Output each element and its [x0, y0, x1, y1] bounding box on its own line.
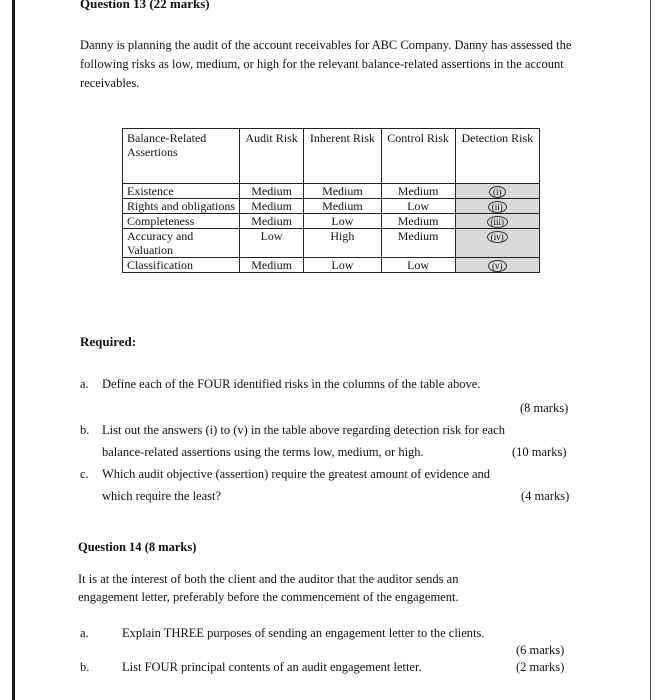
- audit-risk-cell: Low: [240, 229, 304, 258]
- item-marks: (10 marks): [512, 445, 567, 459]
- header-audit-risk: Audit Risk: [240, 129, 304, 184]
- control-risk-cell: Low: [381, 258, 455, 273]
- control-risk-cell: Medium: [381, 184, 455, 199]
- required-heading: Required:: [80, 334, 137, 349]
- header-inherent-risk: Inherent Risk: [304, 129, 381, 184]
- table-row: [123, 258, 540, 273]
- item-text: List FOUR principal contents of an audit engagement letter.: [122, 660, 422, 674]
- assertion-cell: Classification: [123, 258, 240, 273]
- item-marks: (6 marks): [516, 643, 565, 657]
- assertion-cell: Existence: [123, 184, 240, 199]
- question-13-intro: Danny is planning the audit of the account receivables for ABC Company. Danny has assessed the following risks as low, medium, or high for the relevant balance-related assertions in the account receivables.: [80, 38, 572, 90]
- detection-risk-cell: [455, 184, 539, 199]
- question-14-intro: engagement letter, preferably before the commencement of the engagement.: [78, 590, 459, 604]
- question-14-title: Question 14 (8 marks): [78, 540, 197, 554]
- control-risk-cell: Low: [381, 199, 455, 214]
- item-label: b.: [80, 660, 90, 674]
- detection-marker: (i): [489, 186, 506, 198]
- control-risk-cell: Medium: [381, 214, 455, 229]
- assertion-cell: Completeness: [123, 214, 240, 229]
- inherent-risk-cell: Medium: [304, 199, 381, 214]
- page-left-border: [12, 0, 15, 700]
- item-label: a.: [80, 377, 89, 391]
- header-control-risk: Control Risk: [381, 129, 455, 184]
- header-detection-risk: Detection Risk: [455, 129, 539, 184]
- detection-marker: (v): [488, 260, 507, 272]
- item-text: Which audit objective (assertion) require the greatest amount of evidence and: [102, 467, 491, 481]
- item-text: List out the answers (i) to (v) in the table above regarding detection risk for each: [102, 423, 505, 437]
- control-risk-cell: Medium: [381, 229, 455, 258]
- table-row: [123, 229, 540, 258]
- audit-risk-cell: Medium: [240, 184, 304, 199]
- inherent-risk-cell: Low: [304, 214, 381, 229]
- item-label: b.: [80, 423, 90, 437]
- inherent-risk-cell: Medium: [304, 184, 381, 199]
- item-text: Define each of the FOUR identified risks in the columns of the table above.: [102, 377, 481, 391]
- audit-risk-cell: Medium: [240, 214, 304, 229]
- assertion-cell: Rights and obligations: [123, 199, 240, 214]
- item-text: Explain THREE purposes of sending an engagement letter to the clients.: [122, 626, 485, 640]
- detection-marker: (iv): [487, 231, 508, 243]
- audit-risk-cell: Medium: [240, 199, 304, 214]
- item-text: balance-related assertions using the terms low, medium, or high.: [102, 445, 424, 459]
- detection-risk-cell: [455, 199, 539, 214]
- item-text: which require the least?: [102, 489, 222, 503]
- question-13-title: Question 13 (22 marks): [80, 0, 210, 11]
- item-marks: (4 marks): [521, 489, 570, 503]
- detection-marker: (ii): [488, 201, 507, 213]
- detection-risk-cell: [455, 258, 539, 273]
- item-marks: (2 marks): [516, 660, 565, 674]
- table-row: [123, 214, 540, 229]
- item-label: c.: [80, 467, 89, 481]
- assertion-cell: Accuracy and Valuation: [123, 229, 240, 258]
- inherent-risk-cell: High: [304, 229, 381, 258]
- header-assertions: Balance-Related Assertions: [123, 129, 240, 184]
- detection-marker: (iii): [487, 216, 509, 228]
- risk-table: [122, 128, 540, 273]
- inherent-risk-cell: Low: [304, 258, 381, 273]
- page-right-border: [650, 0, 651, 700]
- detection-risk-cell: [455, 229, 539, 258]
- item-marks: (8 marks): [520, 401, 569, 415]
- audit-risk-cell: Medium: [240, 258, 304, 273]
- table-row: [123, 199, 540, 214]
- detection-risk-cell: [455, 214, 539, 229]
- risk-table-header: [123, 129, 540, 184]
- table-row: [123, 184, 540, 199]
- item-label: a.: [80, 626, 89, 640]
- question-14-intro: It is at the interest of both the client and the auditor that the auditor sends an: [78, 572, 459, 586]
